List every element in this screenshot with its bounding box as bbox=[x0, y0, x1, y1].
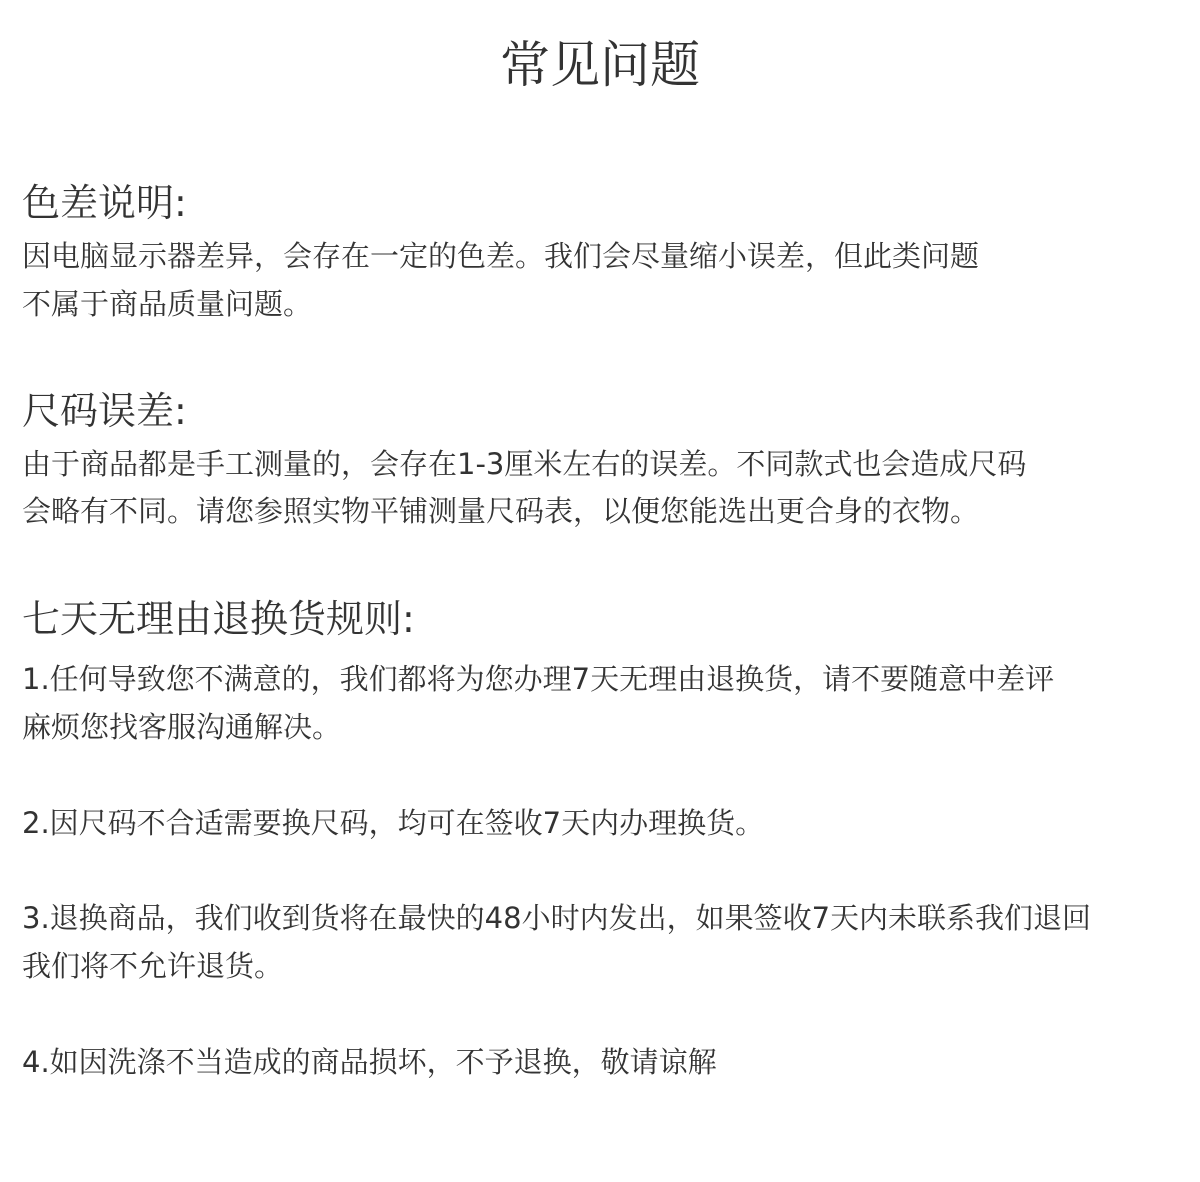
return-rule-2-line: 2.因尺码不合适需要换尺码，均可在签收7天内办理换货。 bbox=[22, 806, 765, 840]
color-difference-text-line: 不属于商品质量问题。 bbox=[22, 287, 313, 321]
return-rule-4-line: 4.如因洗涤不当造成的商品损坏，不予退换，敬请谅解 bbox=[22, 1045, 717, 1079]
color-difference-heading: 色差说明: bbox=[22, 181, 187, 225]
return-rule-3-line: 我们将不允许退货。 bbox=[22, 949, 284, 983]
return-rule-1-line: 麻烦您找客服沟通解决。 bbox=[22, 710, 342, 744]
return-policy-heading: 七天无理由退换货规则: bbox=[22, 597, 415, 641]
return-rule-1-line: 1.任何导致您不满意的，我们都将为您办理7天无理由退换货，请不要随意中差评 bbox=[22, 662, 1055, 696]
page-title: 常见问题 bbox=[500, 36, 700, 94]
color-difference-text-line: 因电脑显示器差异，会存在一定的色差。我们会尽量缩小误差，但此类问题 bbox=[22, 239, 980, 273]
size-error-heading: 尺码误差: bbox=[22, 389, 187, 433]
size-error-text-line: 会略有不同。请您参照实物平铺测量尺码表，以便您能选出更合身的衣物。 bbox=[22, 494, 980, 528]
size-error-text-line: 由于商品都是手工测量的，会存在1-3厘米左右的误差。不同款式也会造成尺码 bbox=[22, 447, 1027, 481]
return-rule-3-line: 3.退换商品，我们收到货将在最快的48小时内发出，如果签收7天内未联系我们退回 bbox=[22, 901, 1092, 935]
